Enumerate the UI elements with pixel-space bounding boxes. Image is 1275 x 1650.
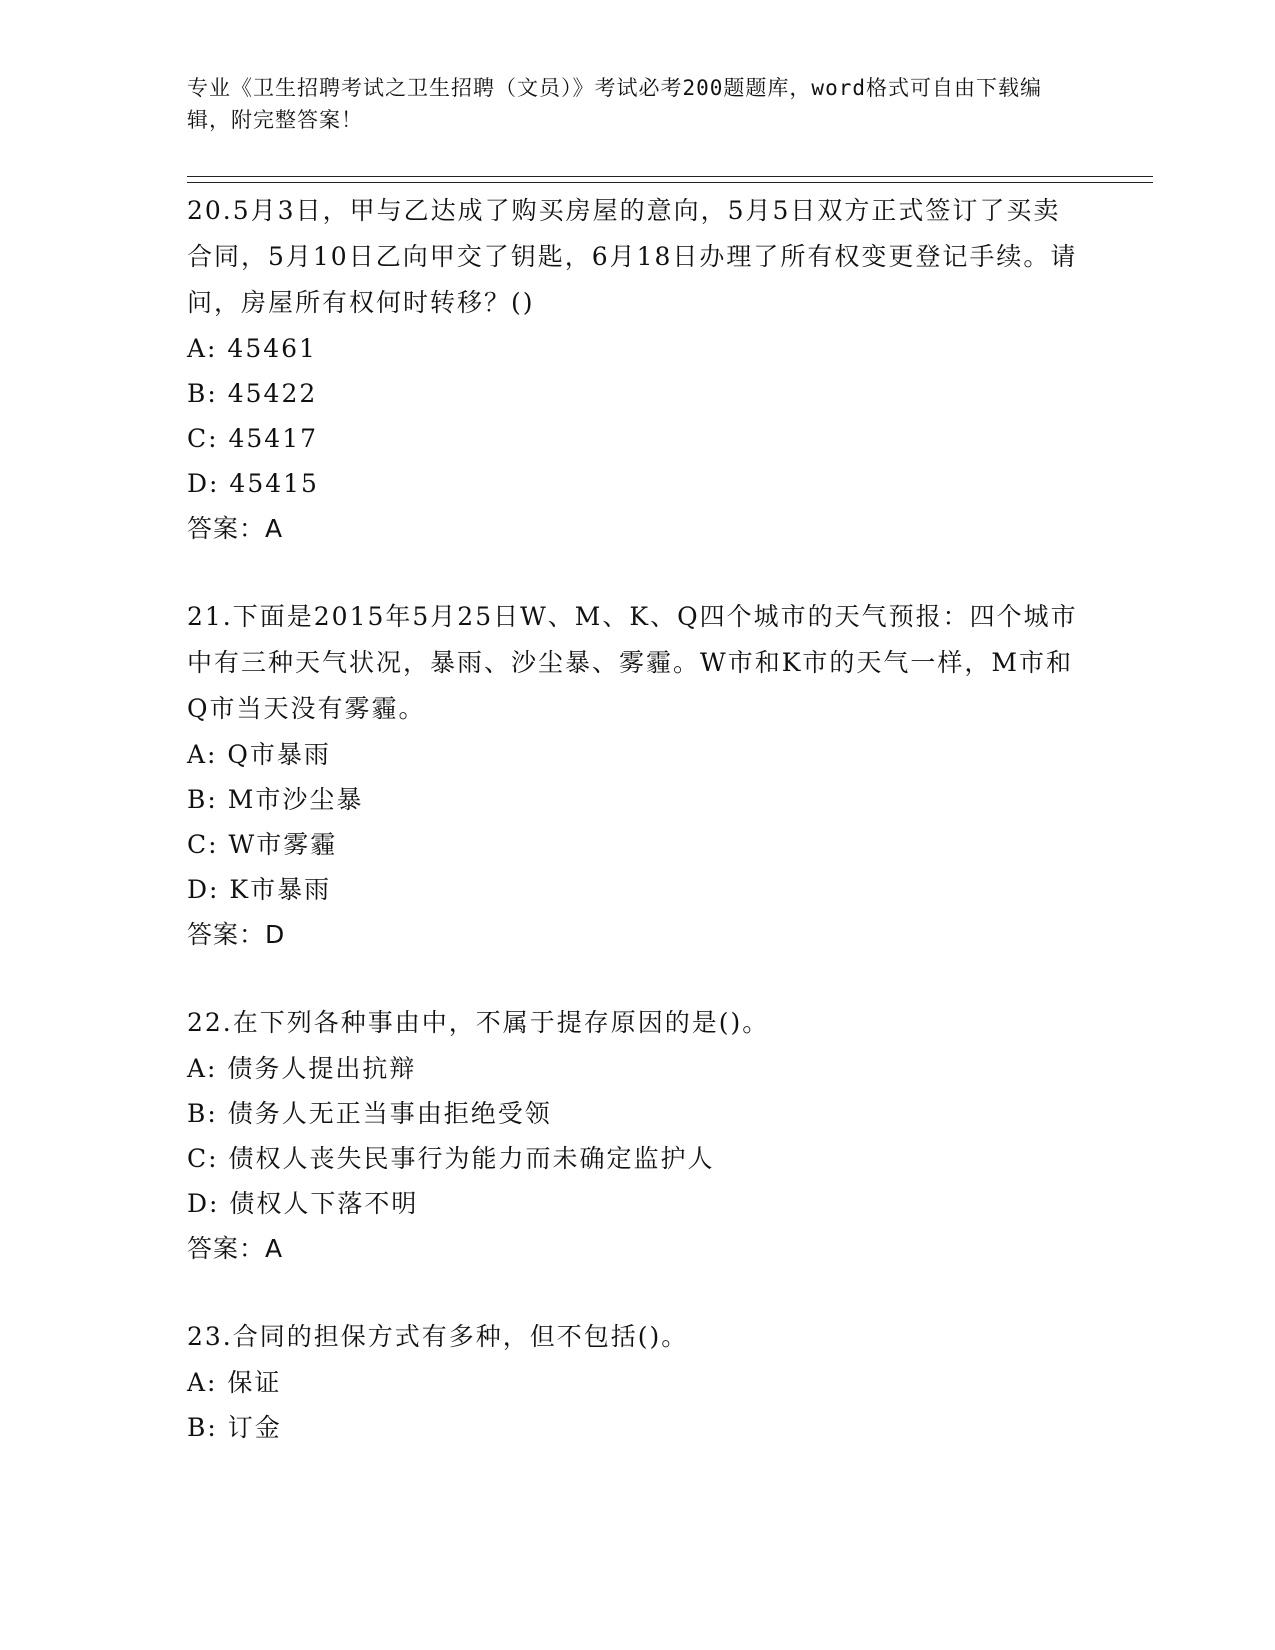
- header-text: 专业《卫生招聘考试之卫生招聘（文员）》考试必考200题题库，word格式可自由下载编辑，附完整答案！: [187, 76, 1042, 132]
- question-text: 23.合同的担保方式有多种，但不包括()。: [187, 1322, 689, 1351]
- option-b: B: 订金: [187, 1413, 282, 1442]
- answer-text: 答案：D: [187, 920, 286, 949]
- option-a: A: 债务人提出抗辩: [187, 1054, 417, 1083]
- question-22: [187, 1000, 1087, 1272]
- option-a: A: 45461: [187, 334, 317, 363]
- document-header: [187, 72, 1067, 136]
- option-d: D: 债权人下落不明: [187, 1189, 419, 1218]
- question-23: [187, 1314, 1087, 1450]
- option-b: B: M市沙尘暴: [187, 785, 364, 814]
- option-d: D: K市暴雨: [187, 875, 332, 904]
- header-divider-bottom: [187, 182, 1153, 183]
- option-c: C: 债权人丧失民事行为能力而未确定监护人: [187, 1144, 715, 1173]
- option-b: B: 45422: [187, 379, 318, 408]
- option-a: A: 保证: [187, 1368, 282, 1397]
- option-b: B: 债务人无正当事由拒绝受领: [187, 1099, 552, 1128]
- question-text: 20.5月3日，甲与乙达成了购买房屋的意向，5月5日双方正式签订了买卖合同，5月10日乙向甲交了钥匙，6月18日办理了所有权变更登记手续。请问，房屋所有权何时转移？(): [187, 196, 1078, 317]
- option-c: C: 45417: [187, 424, 319, 453]
- option-d: D: 45415: [187, 469, 319, 498]
- question-20: [187, 188, 1087, 552]
- question-text: 21.下面是2015年5月25日W、M、K、Q四个城市的天气预报：四个城市中有三种天气状况，暴雨、沙尘暴、雾霾。W市和K市的天气一样，M市和Q市当天没有雾霾。: [187, 602, 1078, 723]
- header-divider-top: [187, 176, 1153, 177]
- answer-text: 答案：A: [187, 514, 284, 543]
- question-list: [187, 188, 1087, 1492]
- answer-text: 答案：A: [187, 1234, 284, 1263]
- question-text: 22.在下列各种事由中，不属于提存原因的是()。: [187, 1008, 770, 1037]
- question-21: [187, 594, 1087, 958]
- option-a: A: Q市暴雨: [187, 740, 331, 769]
- option-c: C: W市雾霾: [187, 830, 338, 859]
